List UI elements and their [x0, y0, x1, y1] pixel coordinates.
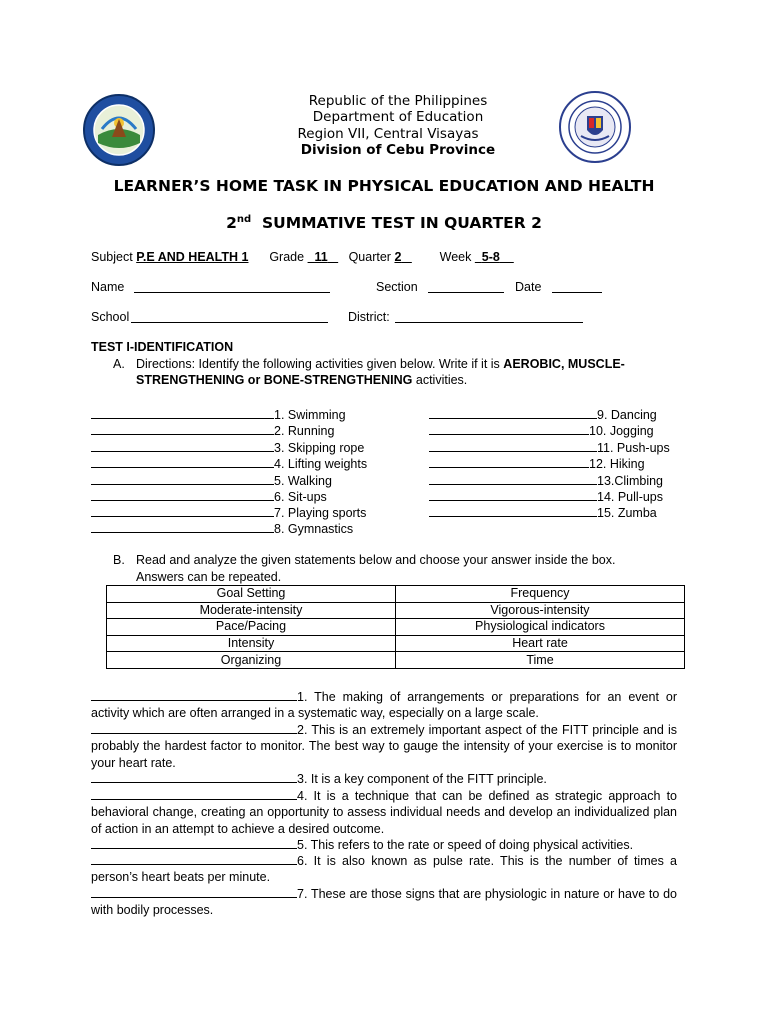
activity-label: 5. Walking	[274, 474, 332, 488]
activity-item-left	[91, 455, 367, 471]
answer-blank[interactable]	[91, 406, 274, 419]
activity-item-right	[429, 472, 663, 488]
page-subtitle: 2nd SUMMATIVE TEST IN QUARTER 2	[226, 214, 542, 233]
school-label: School	[91, 310, 130, 324]
activity-label: 1. Swimming	[274, 408, 346, 422]
date-label: Date	[515, 280, 542, 294]
table-cell: Heart rate	[396, 635, 685, 652]
section-field[interactable]	[428, 280, 504, 293]
answer-blank[interactable]	[91, 455, 274, 468]
directions-a-line2: STRENGTHENING or BONE-STRENGTHENING activities.	[136, 373, 468, 387]
name-field[interactable]	[134, 280, 330, 293]
table-cell: Time	[396, 652, 685, 669]
activity-item-left	[91, 439, 364, 455]
answer-blank[interactable]	[429, 406, 597, 419]
activity-label: 3. Skipping rope	[274, 441, 365, 455]
answer-blank[interactable]	[91, 520, 274, 533]
table-cell: Physiological indicators	[396, 619, 685, 636]
answer-blank[interactable]	[429, 472, 597, 485]
table-row	[107, 635, 685, 652]
question-6: 6. It is also known as pulse rate. This is the number of times a person’s heart beats per minute.	[91, 854, 677, 885]
activity-item-right	[429, 455, 645, 471]
question-4: 4. It is a technique that can be defined as strategic approach to behavioral change, creating an opportunity to assess individual needs and develop an individualized plan of action in an attempt to achieve a desired outcome.	[91, 789, 677, 836]
school-field[interactable]	[131, 310, 328, 323]
table-row	[107, 602, 685, 619]
activity-item-left	[91, 504, 366, 520]
activity-label: 2. Running	[274, 424, 335, 438]
table-row	[107, 619, 685, 636]
answer-blank-7[interactable]	[91, 885, 297, 898]
answer-blank[interactable]	[91, 439, 274, 452]
answer-blank[interactable]	[91, 422, 274, 435]
activity-item-right	[429, 406, 657, 422]
activity-item-left	[91, 472, 332, 488]
question-2: 2. This is an extremely important aspect of the FITT principle and is probably the hardest factor to monitor. The best way to gauge the intensity of your exercise is to monitor your heart rate.	[91, 723, 677, 770]
answer-blank-2[interactable]	[91, 721, 297, 734]
district-field[interactable]	[395, 310, 583, 323]
page-title: LEARNER’S HOME TASK IN PHYSICAL EDUCATION AND HEALTH	[113, 177, 655, 195]
header-republic: Republic of the Philippines	[308, 93, 488, 109]
table-cell: Vigorous-intensity	[396, 602, 685, 619]
activity-label: 15. Zumba	[597, 506, 657, 520]
table-cell: Intensity	[107, 635, 396, 652]
activity-item-right	[429, 504, 657, 520]
subject-row: Subject P.E AND HEALTH 1 Grade 11 Quarter 2 Week 5-8	[91, 250, 500, 264]
activity-item-left	[91, 488, 327, 504]
activity-label: 6. Sit-ups	[274, 490, 327, 504]
name-label: Name	[91, 280, 125, 294]
date-field[interactable]	[552, 280, 602, 293]
activity-label: 12. Hiking	[589, 457, 645, 471]
activity-item-left	[91, 406, 346, 422]
answer-blank-1[interactable]	[91, 688, 297, 701]
table-cell: Pace/Pacing	[107, 619, 396, 636]
table-cell: Frequency	[396, 586, 685, 603]
question-1: 1. The making of arrangements or preparations for an event or activity which are often arranged in a systematic way, especially on a large scale.	[91, 690, 677, 721]
activity-item-right	[429, 422, 654, 438]
section-label: Section	[376, 280, 418, 294]
table-row	[107, 586, 685, 603]
header-department: Department of Education	[312, 109, 484, 125]
answer-blank-3[interactable]	[91, 770, 297, 783]
answer-blank[interactable]	[429, 488, 597, 501]
answer-blank[interactable]	[429, 455, 589, 468]
header-division: Division of Cebu Province	[300, 142, 496, 158]
activity-label: 9. Dancing	[597, 408, 657, 422]
table-cell: Moderate-intensity	[107, 602, 396, 619]
table-cell: Goal Setting	[107, 586, 396, 603]
activity-item-left	[91, 422, 334, 438]
directions-b-line2: Answers can be repeated.	[136, 570, 282, 584]
district-label: District:	[348, 310, 390, 324]
answer-blank[interactable]	[429, 439, 597, 452]
activity-label: 14. Pull-ups	[597, 490, 664, 504]
answer-blank[interactable]	[429, 422, 589, 435]
answer-blank-5[interactable]	[91, 836, 297, 849]
activity-label: 13.Climbing	[597, 474, 664, 488]
question-7: 7. These are those signs that are physiologic in nature or have to do with bodily processes.	[91, 887, 677, 918]
activity-label: 4. Lifting weights	[274, 457, 368, 471]
test-heading: TEST I-IDENTIFICATION	[91, 340, 234, 354]
header-region: Region VII, Central Visayas	[297, 126, 479, 142]
activity-label: 7. Playing sports	[274, 506, 367, 520]
table-row	[107, 652, 685, 669]
answer-blank[interactable]	[91, 488, 274, 501]
answer-choices-table	[106, 585, 685, 669]
activity-item-right	[429, 488, 663, 504]
answer-blank[interactable]	[429, 504, 597, 517]
activity-label: 8. Gymnastics	[274, 522, 354, 536]
answer-blank[interactable]	[91, 472, 274, 485]
activity-label: 11. Push-ups	[597, 441, 670, 455]
table-cell: Organizing	[107, 652, 396, 669]
answer-blank-4[interactable]	[91, 787, 297, 800]
activity-item-right	[429, 439, 670, 455]
directions-marker-a: A.	[113, 357, 125, 371]
activity-label: 10. Jogging	[589, 424, 654, 438]
question-3: 3. It is a key component of the FITT principle.	[91, 770, 677, 787]
directions-a-line1: Directions: Identify the following activities given below. Write if it is AEROBIC, MUSCLE-	[136, 357, 625, 371]
directions-b-line1: Read and analyze the given statements below and choose your answer inside the box.	[136, 553, 616, 567]
question-5: 5. This refers to the rate or speed of doing physical activities.	[91, 836, 677, 853]
activity-item-left	[91, 520, 353, 536]
answer-blank-6[interactable]	[91, 852, 297, 865]
directions-marker-b: B.	[113, 553, 125, 567]
answer-blank[interactable]	[91, 504, 274, 517]
